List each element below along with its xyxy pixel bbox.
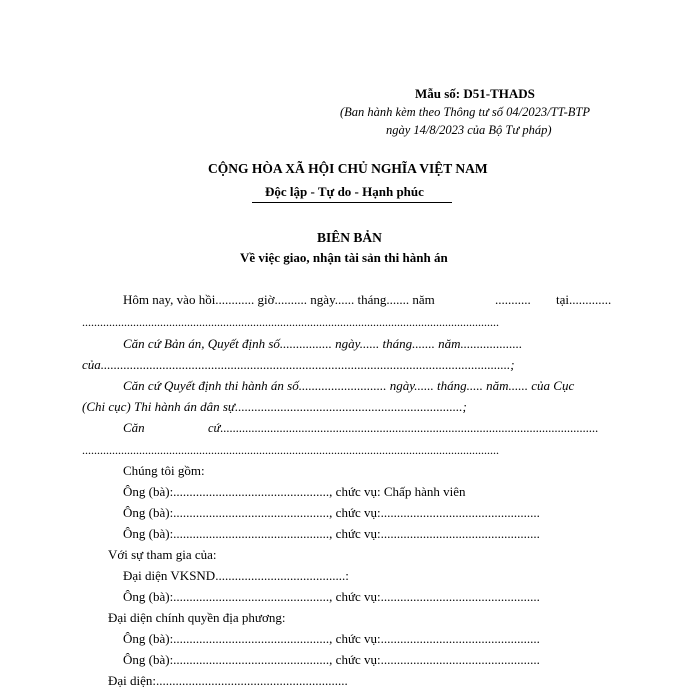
local-gov-heading: Đại diện chính quyền địa phương:	[108, 610, 286, 625]
participant-1: Ông (bà):................................................, chức vụ: Chấp hành viên	[123, 484, 466, 499]
basis-2-line: Căn cứ Quyết định thi hành án số........................... ngày...... tháng..... năm...... của Cục	[123, 378, 575, 393]
basis-1-line: Căn cứ Bản án, Quyết định số................ ngày...... tháng....... năm...................	[123, 336, 523, 351]
vksnd-representative: Đại diện VKSND........................................:	[123, 568, 349, 583]
basis-2-agency: (Chi cục) Thi hành án dân sự......................................................................;	[82, 399, 467, 414]
document-title: BIÊN BẢN	[317, 230, 382, 245]
today-year-dots: ...........	[495, 292, 531, 307]
participation-heading: Với sự tham gia của:	[108, 547, 217, 562]
basis-3-continuation: ...........................................................................................................................................	[82, 443, 499, 457]
form-code: Mẫu số: D51-THADS	[415, 86, 535, 101]
participant-6: Ông (bà):................................................, chức vụ:.................................................	[123, 652, 540, 667]
participant-2: Ông (bà):................................................, chức vụ:.................................................	[123, 505, 540, 520]
participant-4: Ông (bà):................................................, chức vụ:.................................................	[123, 589, 540, 604]
representative-line: Đại diện:...........................................................	[108, 673, 348, 688]
motto-underline	[252, 202, 452, 203]
today-line: Hôm nay, vào hồi............ giờ.......... ngày...... tháng....... năm	[123, 292, 435, 307]
nation-motto: Độc lập - Tự do - Hạnh phúc	[265, 184, 424, 199]
basis-3-label: Căn	[123, 420, 145, 435]
basis-1-of: của..............................................................................................................................;	[82, 357, 515, 372]
basis-3-dots: cứ.........................................................................................................................	[208, 421, 599, 435]
document-subtitle: Về việc giao, nhận tài sản thi hành án	[240, 250, 448, 265]
issued-line-2: ngày 14/8/2023 của Bộ Tư pháp)	[386, 123, 552, 137]
participant-3: Ông (bà):................................................, chức vụ:.................................................	[123, 526, 540, 541]
today-place: tại.............	[556, 292, 612, 307]
nation-name: CỘNG HÒA XÃ HỘI CHỦ NGHĨA VIỆT NAM	[208, 161, 488, 176]
today-continuation: ...........................................................................................................................................	[82, 315, 499, 329]
issued-line-1: (Ban hành kèm theo Thông tư số 04/2023/TT-BTP	[340, 105, 590, 119]
we-include-heading: Chúng tôi gồm:	[123, 463, 205, 478]
participant-5: Ông (bà):................................................, chức vụ:.................................................	[123, 631, 540, 646]
